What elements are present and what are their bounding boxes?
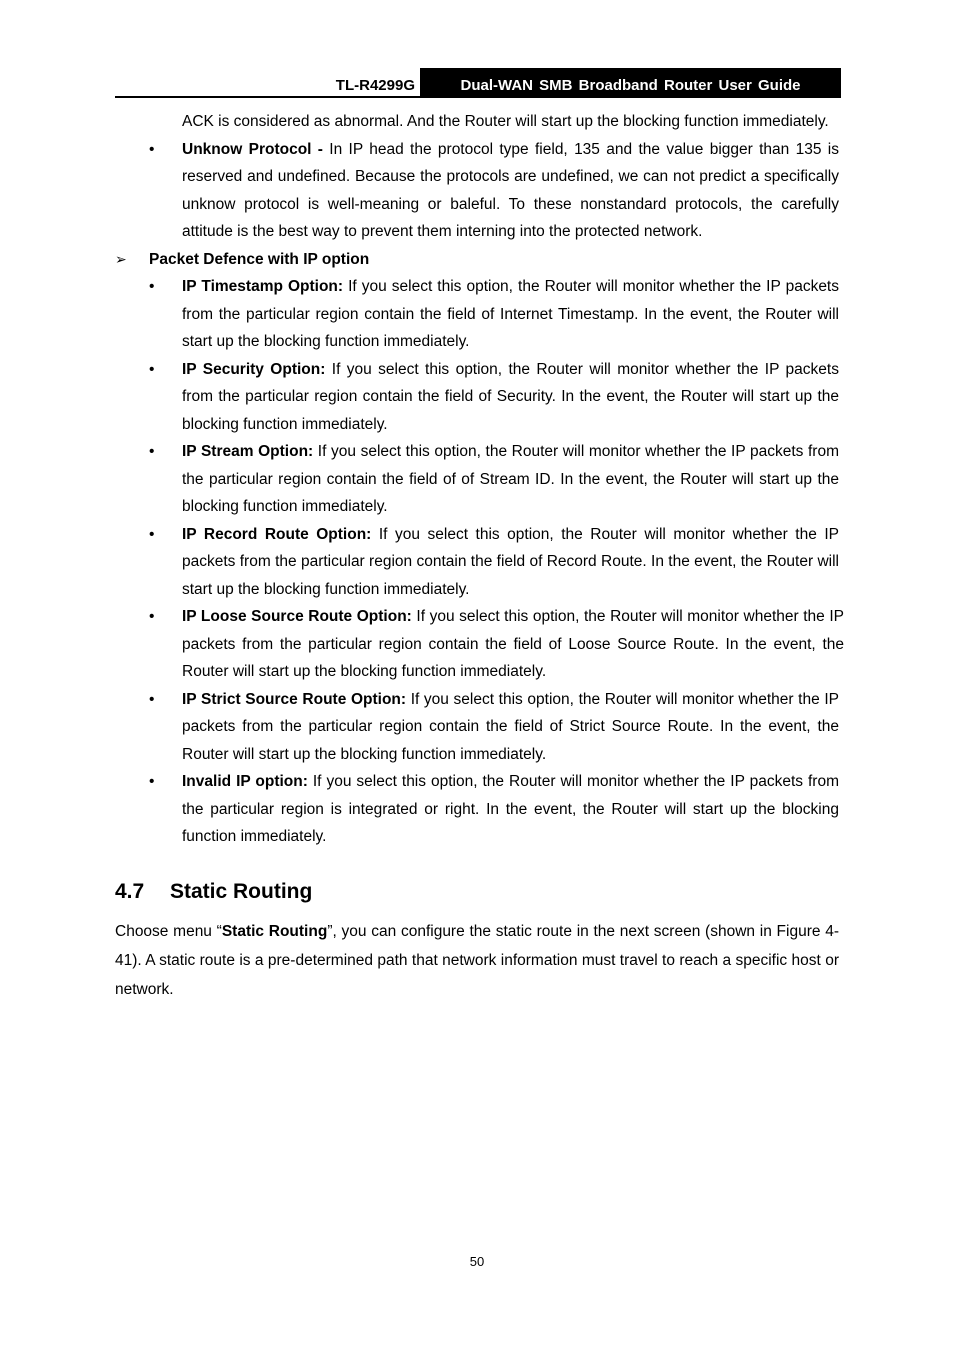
bullet-icon: • [149, 525, 155, 543]
item-text: In IP head the protocol type field, 135 and the value bigger than 135 is reserved and undefined. Because the protocols are undefined, we can not predict a specifically unknow protocol is well-meaning or baleful. To these nonstandard protocols, the carefully attitude is the best way to prevent them interning into the protected network. [182, 140, 839, 240]
item-text: If you select this option, the Router will monitor whether the IP packets from the particular region contain the field of Record Route. In the event, the Router will start up the blocking function immediately. [182, 525, 839, 598]
item-term: IP Loose Source Route Option: [182, 608, 412, 625]
section-intro-paragraph [115, 917, 839, 1004]
list-item [149, 438, 840, 521]
list-item-unknown-protocol [149, 136, 839, 246]
list-item [149, 521, 839, 604]
page-header [115, 68, 841, 98]
item-term: Invalid IP option: [182, 773, 308, 790]
list-item [149, 273, 839, 356]
bullet-icon: • [149, 140, 155, 158]
item-text: If you select this option, the Router will monitor whether the IP packets from the particular region is integrated or right. In the event, the Router will start up the blocking function immediately. [182, 773, 839, 845]
section-title [115, 877, 954, 907]
page-content [0, 108, 954, 1004]
item-term: IP Record Route Option: [182, 525, 372, 543]
header-guide-title: Dual-WAN SMB Broadband Router User Guide [420, 68, 841, 96]
subsection-heading [115, 246, 954, 274]
item-term: IP Strict Source Route Option: [182, 690, 407, 708]
header-model: TL-R4299G [335, 77, 415, 94]
list-item [149, 356, 839, 439]
bullet-icon: • [149, 360, 155, 378]
bullet-icon: • [149, 443, 155, 460]
intro-menu-name: Static Routing [221, 922, 328, 940]
item-text: If you select this option, the Router will monitor whether the IP packets from the particular region contain the field of Loose Source Route. In the event, the Router will start up the blocking function immediately. [182, 608, 844, 680]
intro-text-after: ”, you can configure the static route in the next screen (shown in Figure 4-41). A static route is a pre-determined path that network information must travel to reach a specific host or network. [115, 922, 839, 998]
bullet-icon: • [149, 608, 155, 625]
item-term: IP Timestamp Option: [182, 278, 344, 295]
item-term: Unknow Protocol - [182, 140, 323, 158]
list-item [149, 603, 844, 686]
bullet-icon: • [149, 278, 155, 295]
list-item [149, 686, 839, 769]
section-title-text: Static Routing [170, 879, 313, 903]
item-text: If you select this option, the Router will monitor whether the IP packets from the particular region contain the field of Security. In the event, the Router will start up the blocking function immediately. [182, 360, 839, 433]
item-term: IP Stream Option: [182, 443, 314, 460]
item-text: If you select this option, the Router will monitor whether the IP packets from the particular region contain the field of Strict Source Route. In the event, the Router will start up the blocking function immediately. [182, 690, 839, 763]
intro-text-before: Choose menu “ [115, 922, 222, 940]
section-number: 4.7 [115, 879, 145, 903]
arrow-bullet-icon: ➢ [115, 250, 127, 267]
page-number: 50 [469, 1254, 485, 1269]
item-term: IP Security Option: [182, 360, 326, 378]
continuation-paragraph: ACK is considered as abnormal. And the Router will start up the blocking function immediately. [182, 113, 829, 130]
bullet-icon: • [149, 773, 155, 790]
list-item [149, 768, 839, 851]
bullet-icon: • [149, 690, 155, 708]
item-text: If you select this option, the Router will monitor whether the IP packets from the particular region contain the field of Internet Timestamp. In the event, the Router will start up the blocking function immediately. [182, 278, 839, 350]
item-text: If you select this option, the Router will monitor whether the IP packets from the particular region contain the field of of Stream ID. In the event, the Router will start up the blocking function immediately. [182, 443, 840, 515]
subsection-heading-text: Packet Defence with IP option [149, 250, 370, 268]
